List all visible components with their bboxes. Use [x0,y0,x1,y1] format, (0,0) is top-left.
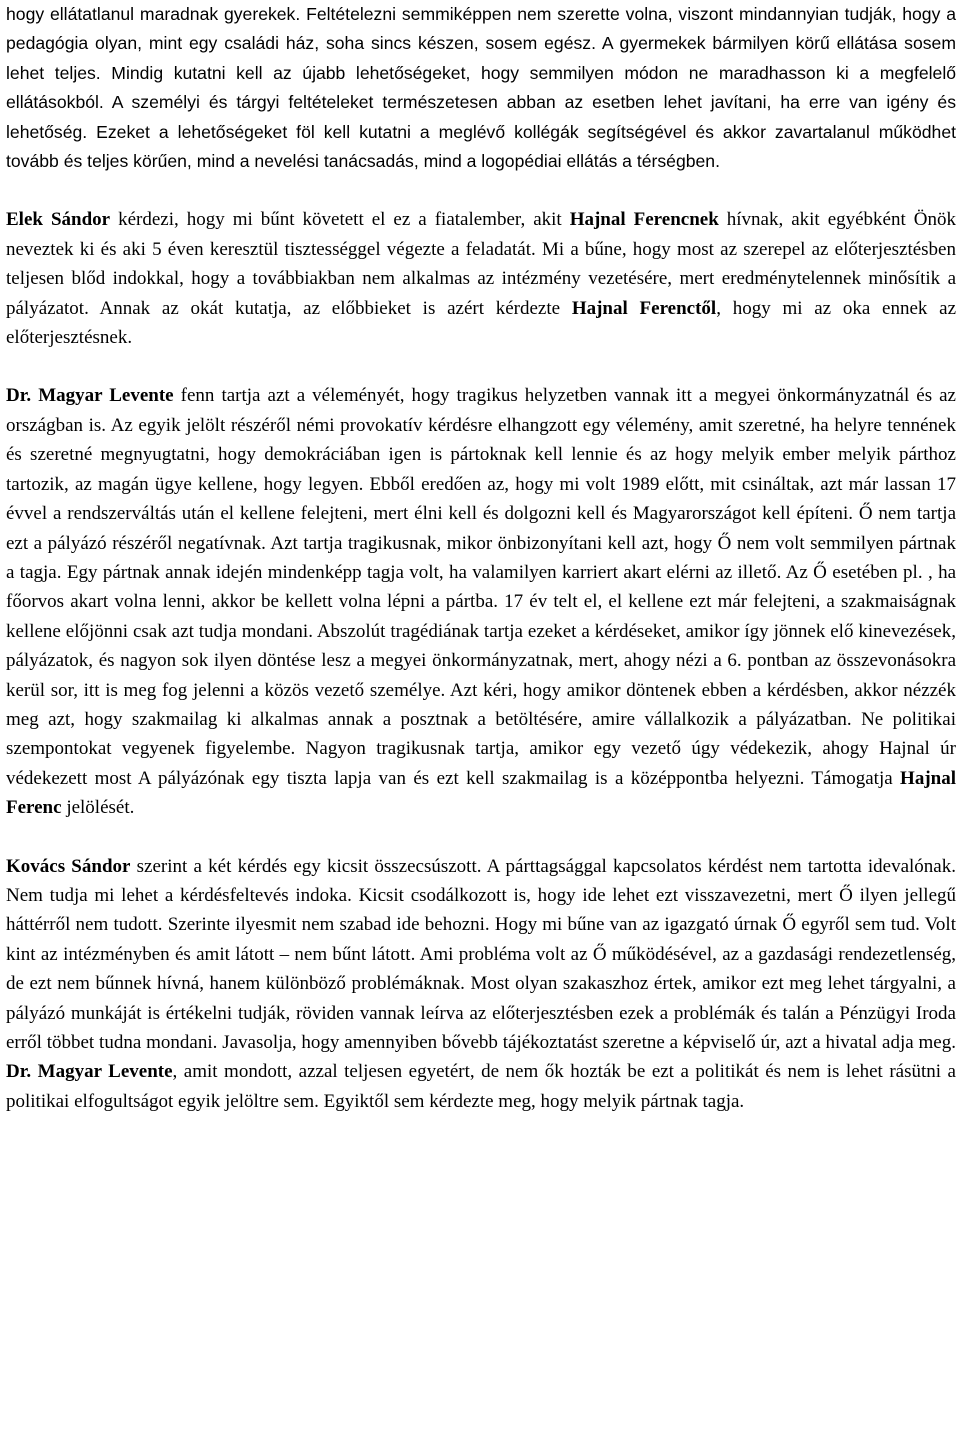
paragraph-text: , hogy mi az oka ennek az előterjesztésnek. [6,297,957,349]
speaker-name: Dr. Magyar Levente [6,385,174,407]
speaker-name: Elek Sándor [6,209,111,231]
person-name: Hajnal Ferenctől [571,297,717,319]
paragraph-kovacs-sandor [6,852,956,1117]
paragraph-intro [6,0,956,176]
paragraph-text: jelölését. [61,797,135,819]
speaker-name: Kovács Sándor [6,855,131,877]
paragraph-text: hogy ellátatlanul maradnak gyerekek. Feltételezni semmiképpen nem szerette volna, viszont mindannyian tudják, hogy a pedagógia olyan, mint egy családi ház, soha sincs készen, sosem egész. A gyermekek bármilyen körű ellátása sosem lehet teljes. [6,4,956,83]
person-name: Dr. Magyar Levente [6,1061,173,1083]
person-name: Hajnal Ferenc [6,767,956,819]
paragraph-text: hívnak, akit egyébként Önök neveztek ki és aki 5 éven keresztül tisztességgel végezte a feladatát. Mi a bűne, hogy most az szerepel az előterjesztésben teljesen blőd indokkal, hogy a továbbiakban nem alkalmas az intézmény vezetésére, mert eredménytelennek minősítik a pályázatot. Annak az okát kutatja, az előbbieket is azért kérdezte [6,209,956,319]
paragraph-elek-sandor [6,205,956,352]
paragraph-text: szerint a két kérdés egy kicsit összecsúszott. A párttagsággal kapcsolatos kérdést nem tartotta idevalónak. Nem tudja mi lehet a kérdésfeltevés indoka. Kicsit csodálkozott is, hogy ide lehet ezt visszavezetni, mert Ő ilyen jellegű háttérről nem tudott. Szerinte ilyesmit nem szabad ide behozni. Hogy mi bűne van az igazgató úrnak Ő egyről sem tud. Volt kint az intézményben és amit látott – nem bűnt látott. Ami probléma volt az Ő működésével, az a gazdasági rendezetlenség, de ezt nem bűnnek hívná, hanem különböző problémáknak. Most olyan szakaszhoz értek, amikor ezt meg lehet tárgyalni, a pályázó munkáját is értékelni tudják, röviden vannak leírva az előterjesztésben ezek a problémák és talán a Pénzügyi Iroda erről többet tudna mondani. Javasolja, hogy amennyiben bővebb tájékoztatást szeretne a képviselő úr, azt a hivatal adja meg. [6,855,956,1053]
paragraph-magyar-levente [6,381,956,822]
person-name: Hajnal Ferencnek [569,209,719,231]
paragraph-text: kérdezi, hogy mi bűnt követett el ez a fiatalember, akit [110,209,570,231]
paragraph-text: , amit mondott, azzal teljesen egyetért, de nem ők hozták be ezt a politikát és nem is lehet rásütni a politikai elfogultságot egyik jelöltre sem. Egyiktől sem kérdezte meg, hogy melyik pártnak tagja. [6,1061,956,1112]
paragraph-text: Mindig kutatni kell az újabb lehetőségeket, hogy semmilyen módon ne maradhasson ki a megfelelő ellátásokból. A személyi és tárgyi feltételeket természetesen abban az esetben lehet javítani, ha erre van igény és lehetőség. Ezeket a lehetőségeket föl kell kutatni a meglévő kollégák segítségével és akkor zavartalanul működhet tovább és teljes körűen, mind a nevelési tanácsadás, mind a logopédiai ellátás a térségben. [6,62,957,172]
document-page [6,0,956,1116]
paragraph-text: fenn tartja azt a véleményét, hogy tragikus helyzetben vannak itt a megyei önkormányzatnál és az országban is. Az egyik jelölt részéről némi provokatív kérdésre elhangzott egy vélemény, amit szeretné, ha helyre tennének és szeretné megnyugtatni, hogy demokráciában igen is pártoknak kell lennie és az hogy melyik ember melyik párthoz tartozik, az magán ügye kellene, hogy legyen. Ebből eredően az, hogy mi volt 1989 előtt, mit csináltak, azt már lassan 17 évvel a rendszerváltás után el kellene felejteni, mert élni kell és dolgozni kell és Magyarországot kell építeni. Ő nem tartja ezt a pályázó részéről negatívnak. Azt tartja tragikusnak, mikor önbizonyítani kell azt, hogy Ő nem volt semmilyen pártnak a tagja. Egy pártnak annak idején mindenképp tagja volt, ha valamilyen karriert akart elérni az illető. Az Ő esetében pl. , ha főorvos akart volna lenni, akkor be kellett volna lépni a pártba. 17 év telt el, el kellene ezt már felejteni, a szakmaiságnak kellene előjönni csak azt tudja mondani. Abszolút tragédiának tartja ezeket a kérdéseket, amikor így jönnek elő kinevezések, pályázatok, és nagyon sok ilyen döntése lesz a megyei önkormányzatnak, mert, ahogy nézi a 6. pontban az összevonásokra kerül sor, itt is meg fog jelenni a közös vezető személye. Azt kéri, hogy amikor döntenek ebben a kérdésben, akkor nézzék meg azt, hogy szakmailag ki alkalmas annak a posztnak a betöltésére, amire vállalkozik a pályázatban. Ne politikai szempontokat vegyenek figyelembe. Nagyon tragikusnak tartja, amikor egy vezető úgy védekezik, ahogy Hajnal úr védekezett most A pályázónak egy tiszta lapja van és ezt kell szakmailag is a középpontba helyezni. Támogatja [6,385,956,789]
